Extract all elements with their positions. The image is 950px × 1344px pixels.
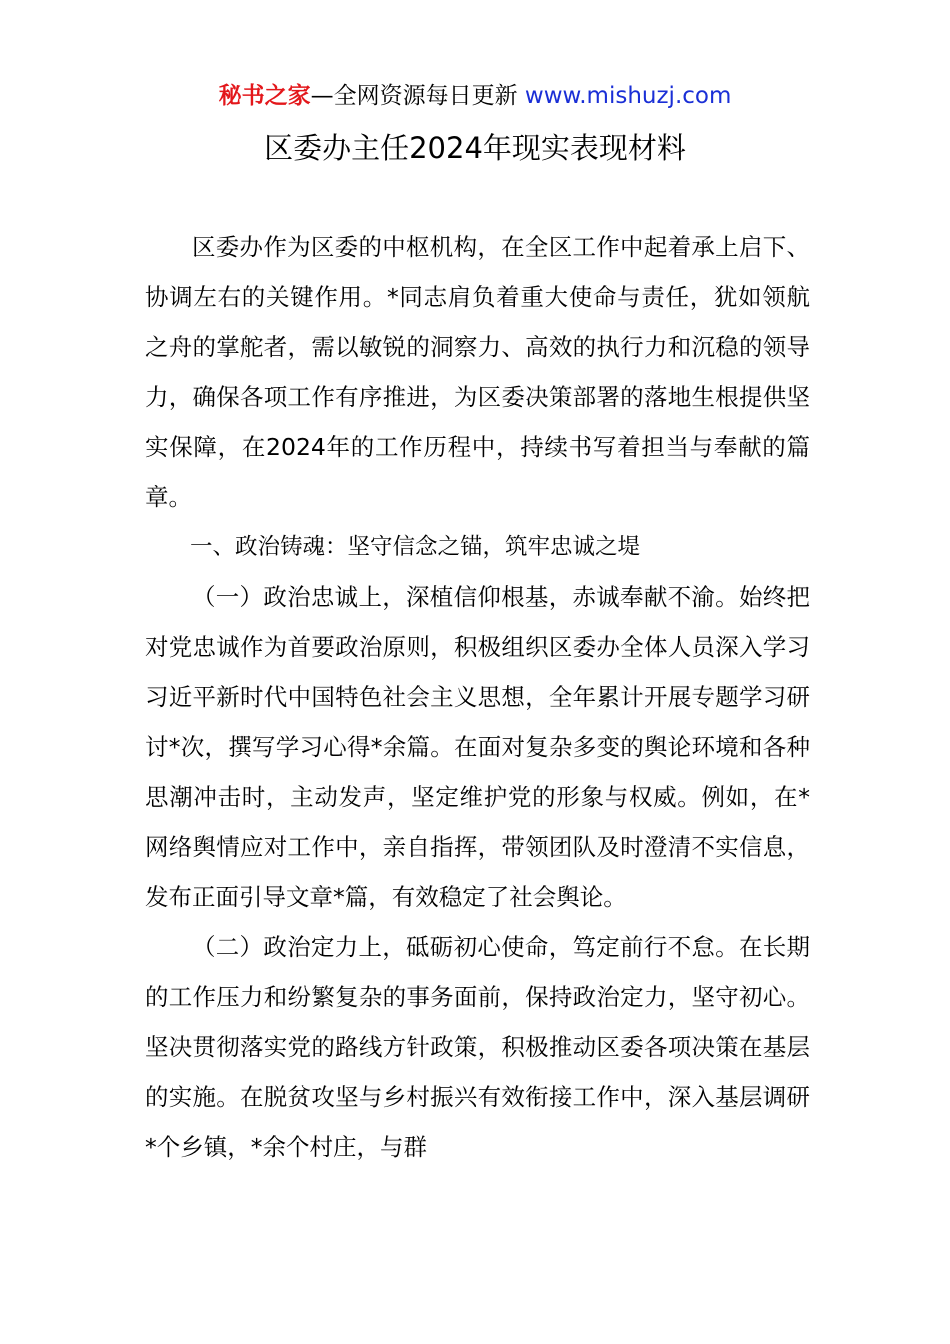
site-url-link[interactable]: www.mishuzj.com bbox=[524, 83, 732, 109]
body-paragraph: （一）政治忠诚上，深植信仰根基，赤诚奉献不渝。始终把对党忠诚作为首要政治原则，积极组织区委办全体人员深入学习习近平新时代中国特色社会主义思想，全年累计开展专题学习研讨*次，撰写学习心得*余篇。在面对复杂多变的舆论环境和各种思潮冲击时，主动发声，坚定维护党的形象与权威。例如，在*网络舆情应对工作中，亲自指挥，带领团队及时澄清不实信息，发布正面引导文章*篇，有效稳定了社会舆论。 bbox=[145, 583, 810, 911]
document-title: 区委办主任2024年现实表现材料 bbox=[264, 131, 686, 165]
intro-paragraph: 区委办作为区委的中枢机构，在全区工作中起着承上启下、协调左右的关键作用。*同志肩负着重大使命与责任，犹如领航之舟的掌舵者，需以敏锐的洞察力、高效的执行力和沉稳的领导力，确保各项工作有序推进，为区委决策部署的落地生根提供坚实保障，在2024年的工作历程中，持续书写着担当与奉献的篇章。 bbox=[145, 233, 810, 511]
body-paragraph: （二）政治定力上，砥砺初心使命，笃定前行不怠。在长期的工作压力和纷繁复杂的事务面前，保持政治定力，坚守初心。坚决贯彻落实党的路线方针政策，积极推动区委各项决策在基层的实施。在脱贫攻坚与乡村振兴有效衔接工作中，深入基层调研*个乡镇，*余个村庄，与群 bbox=[145, 933, 810, 1161]
site-brand: 秘书之家 bbox=[218, 83, 311, 109]
site-banner bbox=[0, 80, 950, 112]
document-body bbox=[145, 222, 810, 1172]
section-heading: 一、政治铸魂：坚守信念之锚，筑牢忠诚之堤 bbox=[190, 534, 641, 560]
site-tagline: —全网资源每日更新 bbox=[310, 83, 525, 109]
